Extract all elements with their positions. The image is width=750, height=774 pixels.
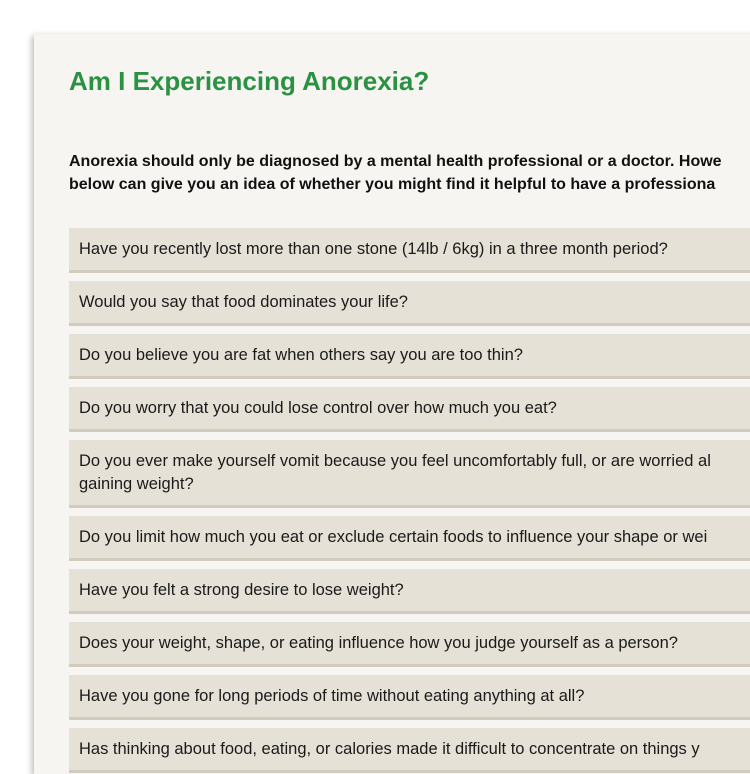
- question-list: [69, 228, 750, 774]
- question-item[interactable]: [69, 228, 750, 273]
- question-item[interactable]: [69, 387, 750, 432]
- question-text: Do you believe you are fat when others say you are too thin?: [79, 346, 523, 364]
- question-item[interactable]: [69, 334, 750, 379]
- page-title: Am I Experiencing Anorexia?: [69, 66, 430, 96]
- intro-paragraph: [69, 150, 750, 196]
- intro-line: below can give you an idea of whether you might find it helpful to have a professiona: [69, 176, 716, 193]
- question-text: Do you limit how much you eat or exclude certain foods to influence your shape or wei: [79, 528, 708, 546]
- question-text-continued: gaining weight?: [79, 475, 194, 493]
- question-text: Have you gone for long periods of time without eating anything at all?: [79, 687, 585, 705]
- question-text: Have you recently lost more than one stone (14lb / 6kg) in a three month period?: [79, 240, 668, 258]
- question-text: Do you worry that you could lose control over how much you eat?: [79, 399, 557, 417]
- document-page: [34, 34, 750, 774]
- question-item[interactable]: [69, 728, 750, 773]
- question-text: Do you ever make yourself vomit because you feel uncomfortably full, or are worried al: [79, 452, 711, 470]
- question-item[interactable]: [69, 569, 750, 614]
- question-item[interactable]: [69, 281, 750, 326]
- question-text: Does your weight, shape, or eating influence how you judge yourself as a person?: [79, 634, 678, 652]
- question-item[interactable]: [69, 516, 750, 561]
- question-text: Have you felt a strong desire to lose weight?: [79, 581, 404, 599]
- question-text: Would you say that food dominates your life?: [79, 293, 408, 311]
- intro-line: Anorexia should only be diagnosed by a mental health professional or a doctor. Howe: [69, 153, 722, 170]
- question-item[interactable]: [69, 675, 750, 720]
- question-text: Has thinking about food, eating, or calories made it difficult to concentrate on things y: [79, 740, 700, 758]
- question-item[interactable]: [69, 622, 750, 667]
- question-item[interactable]: [69, 440, 750, 508]
